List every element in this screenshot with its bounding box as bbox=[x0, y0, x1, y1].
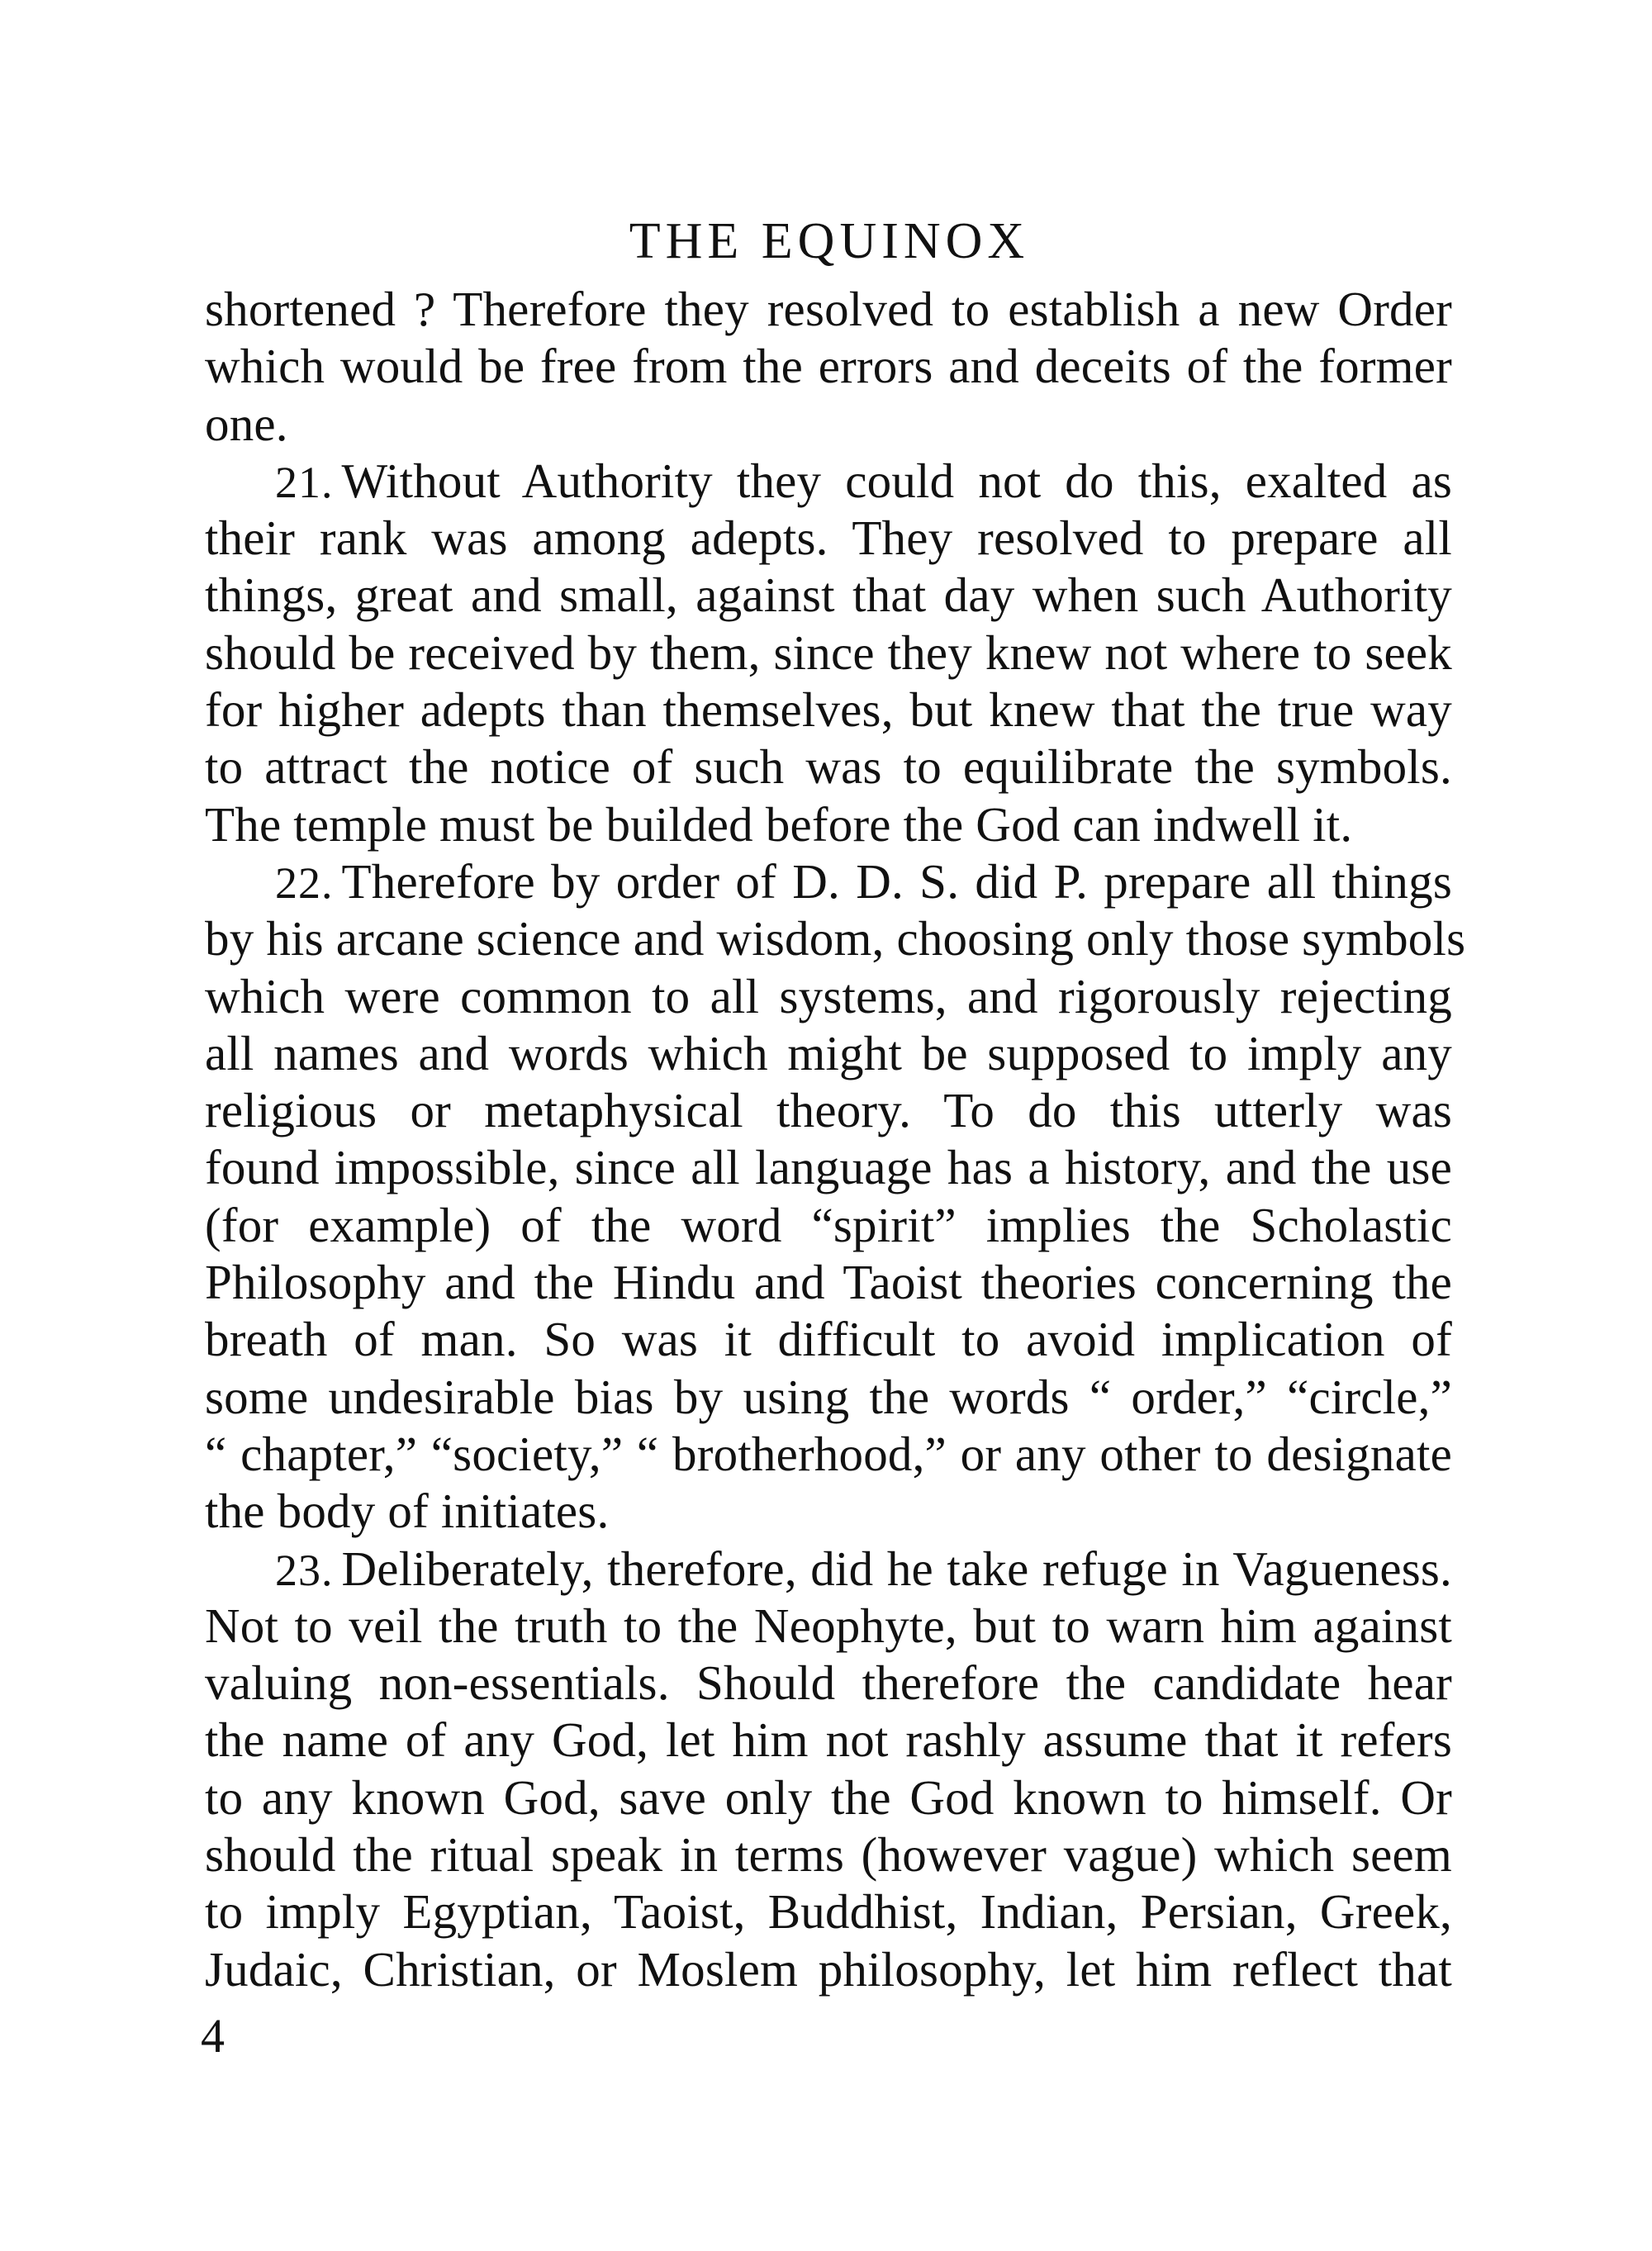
text-line: shortened ? Therefore they resolved to establish a new Order bbox=[205, 282, 1452, 336]
text-line: their rank was among adepts. They resolved to prepare all bbox=[205, 511, 1452, 566]
paragraph-number: 22. bbox=[275, 857, 334, 908]
text-line: the body of initiates. bbox=[205, 1484, 610, 1539]
text-line bbox=[205, 453, 1452, 510]
text-line: which would be free from the errors and deceits of the former bbox=[205, 339, 1452, 394]
text-line-content: Without Authority they could not do this, exalted as bbox=[341, 453, 1452, 508]
text-line: which were common to all systems, and rigorously rejecting bbox=[205, 968, 1452, 1023]
text-line-content: Deliberately, therefore, did he take refuge in Vagueness. bbox=[341, 1541, 1452, 1596]
text-line: Judaic, Christian, or Moslem philosophy, let him reflect that bbox=[205, 1941, 1452, 1997]
text-line: the name of any God, let him not rashly assume that it refers bbox=[205, 1712, 1452, 1768]
text-line: should be received by them, since they knew not where to seek bbox=[205, 624, 1452, 680]
text-line: to any known God, save only the God known to himself. Or bbox=[205, 1769, 1452, 1825]
text-line: breath of man. So was it difficult to avoid implication of bbox=[205, 1312, 1452, 1367]
text-line bbox=[205, 1541, 1452, 1598]
text-line: “ chapter,” “society,” “ brotherhood,” or any other to designate bbox=[205, 1426, 1452, 1481]
paragraph-22 bbox=[205, 853, 1466, 1541]
text-line: (for example) of the word “spirit” implies the Scholastic bbox=[205, 1197, 1452, 1252]
text-line-content: Therefore by order of D. D. S. did P. prepare all things bbox=[341, 853, 1452, 909]
page-number: 4 bbox=[201, 2009, 225, 2063]
paragraph-23 bbox=[205, 1541, 1452, 1998]
text-line: to imply Egyptian, Taoist, Buddhist, Indian, Persian, Greek, bbox=[205, 1884, 1452, 1940]
text-line: for higher adepts than themselves, but knew that the true way bbox=[205, 682, 1452, 738]
text-line: Philosophy and the Hindu and Taoist theories concerning the bbox=[205, 1255, 1452, 1310]
text-line: things, great and small, against that day when such Authority bbox=[205, 567, 1452, 623]
text-line: all names and words which might be supposed to imply any bbox=[205, 1025, 1452, 1080]
paragraph-number: 23. bbox=[275, 1545, 334, 1595]
text-line: religious or metaphysical theory. To do this utterly was bbox=[205, 1083, 1452, 1138]
text-line: should the ritual speak in terms (however vague) which seem bbox=[205, 1827, 1452, 1883]
text-line: valuing non-essentials. Should therefore the candidate hear bbox=[205, 1655, 1452, 1711]
paragraph-number: 21. bbox=[275, 457, 334, 507]
text-line: to attract the notice of such was to equilibrate the symbols. bbox=[205, 739, 1452, 795]
paragraph-21 bbox=[205, 453, 1452, 853]
text-line: The temple must be builded before the God can indwell it. bbox=[205, 796, 1353, 852]
text-line: found impossible, since all language has a history, and the use bbox=[205, 1140, 1452, 1195]
text-line: by his arcane science and wisdom, choosing only those symbols bbox=[205, 911, 1466, 966]
body-text bbox=[205, 281, 1466, 1998]
text-line: Not to veil the truth to the Neophyte, but to warn him against bbox=[205, 1598, 1452, 1653]
text-line: one. bbox=[205, 396, 288, 451]
paragraph-continuation bbox=[205, 281, 1452, 453]
text-line: some undesirable bias by using the words “ order,” “circle,” bbox=[205, 1369, 1452, 1424]
running-head: THE EQUINOX bbox=[629, 213, 1030, 269]
text-line bbox=[205, 853, 1452, 910]
